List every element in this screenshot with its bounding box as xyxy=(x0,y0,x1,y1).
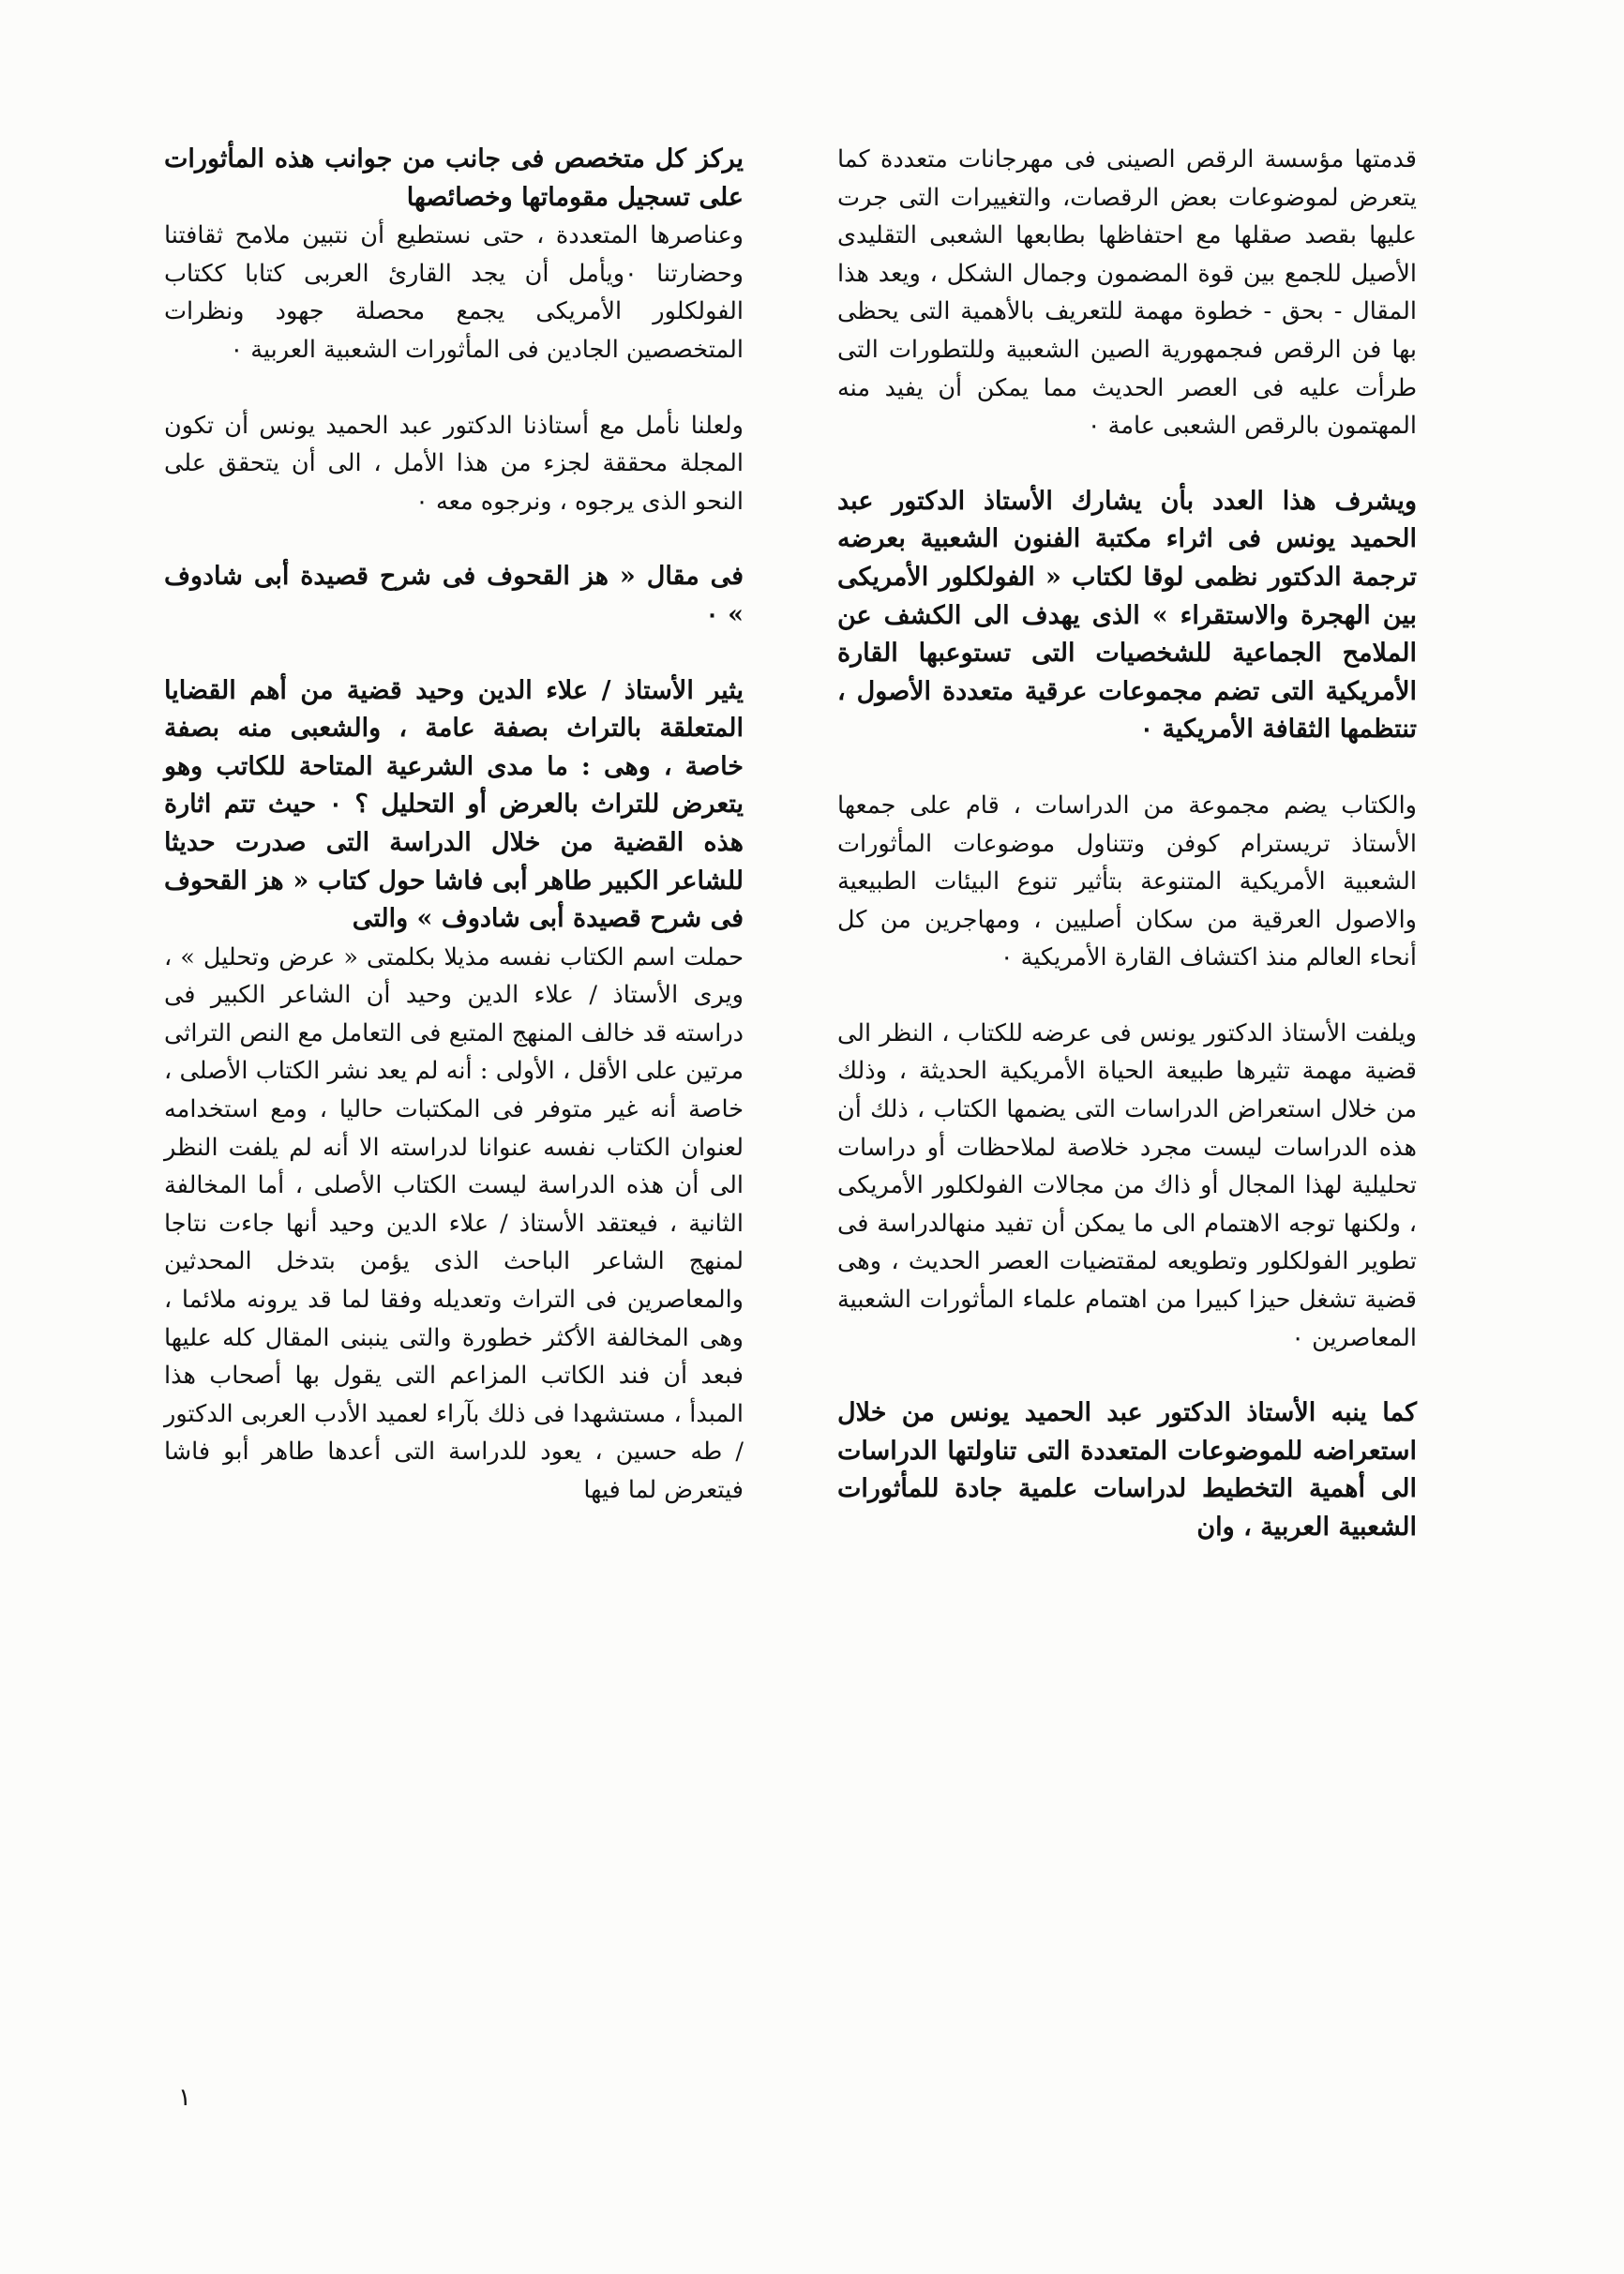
left-column xyxy=(164,141,744,1547)
paragraph: ولعلنا نأمل مع أستاذنا الدكتور عبد الحميد يونس أن تكون المجلة محققة لجزء من هذا الأمل ، الى أن يتحقق على النحو الذى يرجوه ، ونرجوه معه ٠ xyxy=(164,411,744,516)
paragraph: فى مقال « هز القحوف فى شرح قصيدة أبى شادوف » ٠ xyxy=(164,562,744,629)
paragraph: حملت اسم الكتاب نفسه مذيلا بكلمتى « عرض وتحليل » ، ويرى الأستاذ / علاء الدين وحيد أن الشاعر الكبير فى دراسته قد خالف المنهج المتبع فى التعامل مع النص التراثى مرتين على الأقل ، الأولى : أنه لم يعد نشر الكتاب الأصلى ، خاصة أنه غير متوفر فى المكتبات حاليا ، ومع استخدامه لعنوان الكتاب نفسه عنوانا لدراسته الا أنه لم يلفت النظر الى أن هذه الدراسة ليست الكتاب الأصلى ، أما المخالفة الثانية ، فيعتقد الأستاذ / علاء الدين وحيد أنها جاءت نتاجا لمنهج الشاعر الباحث الذى يؤمن بتدخل المحدثين والمعاصرين فى التراث وتعديله وفقا لما قد يرونه ملائما ، وهى المخالفة الأكثر خطورة والتى ينبنى المقال كله عليها فبعد أن فند الكاتب المزاعم التى يقول بها أصحاب هذا المبدأ ، مستشهدا فى ذلك بآراء لعميد الأدب العربى الدكتور / طه حسين ، يعود للدراسة التى أعدها طاهر أبو فاشا فيتعرض لما فيها xyxy=(164,942,744,1504)
paragraph: يركز كل متخصص فى جانب من جوانب هذه المأثورات على تسجيل مقوماتها وخصائصها xyxy=(164,144,744,212)
paragraph: ويشرف هذا العدد بأن يشارك الأستاذ الدكتور عبد الحميد يونس فى اثراء مكتبة الفنون الشعبية بعرضه ترجمة الدكتور نظمى لوقا لكتاب « الفولكلور الأمريكى بين الهجرة والاستقراء » الذى يهدف الى الكشف عن الملامح الجماعية للشخصيات التى تستوعبها القارة الأمريكية التى تضم مجموعات عرقية متعددة الأصول ، تنتظمها الثقافة الأمريكية ٠ xyxy=(837,486,1417,745)
paragraph: والكتاب يضم مجموعة من الدراسات ، قام على جمعها الأستاذ تريسترام كوفن وتتناول موضوعات المأثورات الشعبية الأمريكية المتنوعة بتأثير تنوع البيئات الطبيعية والاصول العرقية من سكان أصليين ، ومهاجرين من كل أنحاء العالم منذ اكتشاف القارة الأمريكية ٠ xyxy=(837,791,1417,972)
paragraph: وعناصرها المتعددة ، حتى نستطيع أن نتبين ملامح ثقافتنا وحضارتنا ٠ويأمل أن يجد القارئ العربى كتابا ككتاب الفولكلور الأمريكى يجمع محصلة جهود ونظرات المتخصصين الجادين فى المأثورات الشعبية العربية ٠ xyxy=(164,221,744,364)
page-number: ١ xyxy=(178,2084,191,2112)
paragraph: يثير الأستاذ / علاء الدين وحيد قضية من أهم القضايا المتعلقة بالتراث بصفة عامة ، والشعبى منه بصفة خاصة ، وهى : ما مدى الشرعية المتاحة للكاتب وهو يتعرض للتراث بالعرض أو التحليل ؟ ٠ حيث تتم اثارة هذه القضية من خلال الدراسة التى صدرت حديثا للشاعر الكبير طاهر أبى فاشا حول كتاب « هز القحوف فى شرح قصيدة أبى شادوف » والتى xyxy=(164,675,744,934)
paragraph: قدمتها مؤسسة الرقص الصينى فى مهرجانات متعددة كما يتعرض لموضوعات بعض الرقصات، والتغييرات التى جرت عليها بقصد صقلها مع احتفاظها بطابعها الشعبى التقليدى الأصيل للجمع بين قوة المضمون وجمال الشكل ، ويعد هذا المقال - بحق - خطوة مهمة للتعريف بالأهمية التى يحظى بها فن الرقص فىجمهورية الصين الشعبية وللتطورات التى طرأت عليه فى العصر الحديث مما يمكن أن يفيد منه المهتمون بالرقص الشعبى عامة ٠ xyxy=(837,145,1417,441)
right-column xyxy=(837,141,1417,1585)
paragraph: كما ينبه الأستاذ الدكتور عبد الحميد يونس من خلال استعراضه للموضوعات المتعددة التى تناولتها الدراسات الى أهمية التخطيط لدراسات علمية جادة للمأثورات الشعبية العربية ، وان xyxy=(837,1398,1417,1542)
paragraph: ويلفت الأستاذ الدكتور يونس فى عرضه للكتاب ، النظر الى قضية مهمة تثيرها طبيعة الحياة الأمريكية الحديثة ، وذلك من خلال استعراض الدراسات التى يضمها الكتاب ، ذلك أن هذه الدراسات ليست مجرد خلاصة لملاحظات أو دراسات تحليلية لهذا المجال أو ذاك من مجالات الفولكلور الأمريكى ، ولكنها توجه الاهتمام الى ما يمكن أن تفيد منهالدراسة فى تطوير الفولكلور وتطويعه لمقتضيات العصر الحديث ، وهى قضية تشغل حيزا كبيرا من اهتمام علماء المأثورات الشعبية المعاصرين ٠ xyxy=(837,1018,1417,1352)
